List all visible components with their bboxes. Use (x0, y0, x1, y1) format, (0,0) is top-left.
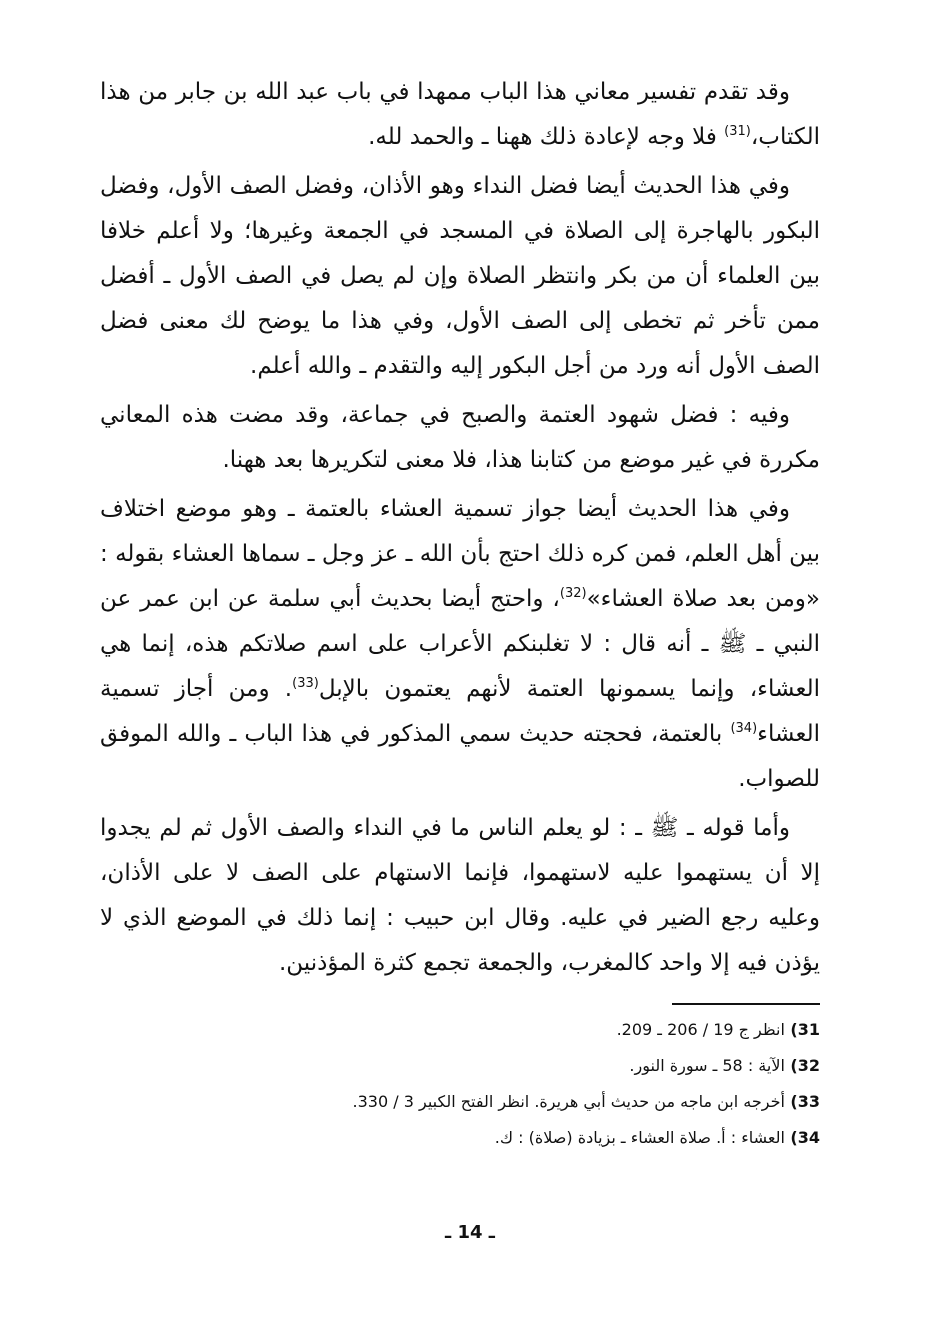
footnote-ref-34: (34) (730, 721, 758, 736)
footnote-31: 31) انظر ج 19 / 206 ـ 209. (616, 1020, 820, 1039)
footnotes (100, 1012, 820, 1156)
paragraph-1: وقد تقدم تفسير معاني هذا الباب ممهدا في باب عبد الله بن جابر من هذا الكتاب،$^{(31)}$ فلا وجه لإعادة ذلك ههنا ـ والحمد لله. (100, 79, 820, 150)
paragraph-3: وفيه : فضل شهود العتمة والصبح في جماعة، وقد مضت هذه المعاني مكررة في غير موضع من كتابنا هذا، فلا معنى لتكريرها بعد ههنا. (100, 402, 820, 473)
paragraph-4: وفي هذا الحديث أيضا جواز تسمية العشاء بالعتمة ـ وهو موضع اختلاف بين أهل العلم، فمن كره ذلك احتج بأن الله ـ عز وجل ـ سماها العشاء بقوله : «ومن بعد صلاة العشاء»$^{(32)}$، واحتج أيضا بحديث أبي سلمة عن ابن عمر عن النبي ـ ﷺ ـ أنه قال : لا تغلبنكم الأعراب على اسم صلاتكم هذه، إنما هي العشاء، وإنما يسمونها العتمة لأنهم يعتمون بالإبل$^{(33)}$. ومن أجاز تسمية العشاء$^{(34)}$ بالعتمة، فحجته حديث سمي المذكور في هذا الباب ـ والله الموفق للصواب. (100, 496, 821, 792)
main-text (100, 70, 820, 986)
page-number: ـ 14 ـ (445, 1222, 495, 1243)
footnote-ref-32: (32) (559, 586, 587, 601)
paragraph-2: وفي هذا الحديث أيضا فضل النداء وهو الأذان، وفضل الصف الأول، وفضل البكور بالهاجرة إلى الصلاة في المسجد في الجمعة وغيرها؛ ولا أعلم خلافا بين العلماء أن من بكر وانتظر الصلاة وإن لم يصل في الصف الأول ـ أفضل ممن تأخر ثم تخطى إلى الصف الأول، وفي هذا ما يوضح لك معنى فضل الصف الأول أنه ورد من أجل البكور إليه والتقدم ـ والله أعلم. (100, 173, 820, 379)
footnote-ref-31: (31) (724, 124, 751, 139)
footnote-divider (672, 1003, 820, 1005)
footnote-33: 33) أخرجه ابن ماجه من حديث أبي هريرة. انظر الفتح الكبير 3 / 330. (352, 1092, 820, 1111)
paragraph-5: وأما قوله ـ ﷺ ـ : لو يعلم الناس ما في النداء والصف الأول ثم لم يجدوا إلا أن يستهموا عليه لاستهموا، فإنما الاستهام على الصف لا على الأذان، وعليه رجع الضير في عليه. وقال ابن حبيب : إنما ذلك في الموضع الذي لا يؤذن فيه إلا واحد كالمغرب، والجمعة تجمع كثرة المؤذنين. (100, 815, 820, 976)
footnote-ref-33: (33) (292, 676, 319, 691)
footnote-32: 32) الآية : 58 ـ سورة النور. (629, 1056, 820, 1075)
footnote-34: 34) العشاء : أ. صلاة العشاء ـ بزيادة (صلاة) : ك. (494, 1128, 820, 1147)
